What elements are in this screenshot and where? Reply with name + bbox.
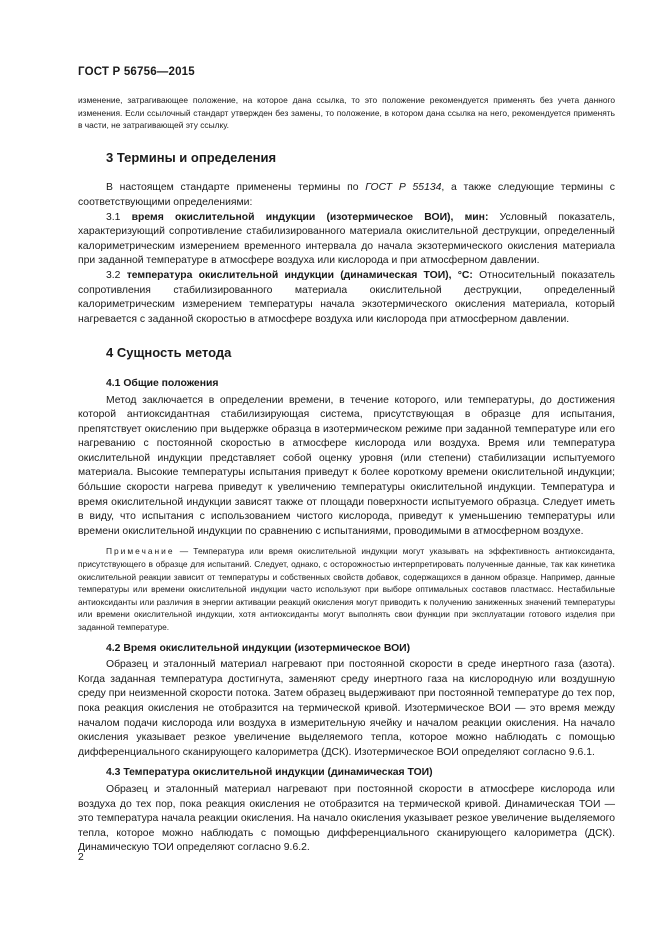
document-body [78,94,615,856]
term-3-2-title: температура окислительной индукции (динамическая ТОИ), °С: [126,269,473,281]
document-header: ГОСТ Р 56756—2015 [78,66,195,78]
intro-paragraph: изменение, затрагивающее положение, на которое дана ссылка, то это положение рекомендуется применять без учета данного изменения. Если ссылочный стандарт утвержден без замены, то положение, в котором дана ссылка на него, рекомендуется применять в части, не затрагивающей эту ссылку. [78,95,615,131]
note-label: Примечание [106,546,175,557]
subsection-4-1-title: 4.1 Общие положения [106,377,219,389]
term-3-1-definition: Условный показатель, характеризующий сопротивление стабилизированного материала окислительной деструкции, определенный калориметрическим измерением временного интервала до начала экзотермического окисления материала при заданной температуре в атмосфере воздуха или кислорода и при атмосферном давлении. [78,211,615,267]
note-paragraph [78,545,615,633]
term-3-1-number: 3.1 [106,211,132,223]
subsection-4-3-title: 4.3 Температура окислительной индукции (динамическая ТОИ) [106,767,433,779]
subsection-4-3-paragraph: Образец и эталонный материал нагревают при постоянной скорости в атмосфере кислорода или воздуха до тех пор, пока реакция окисления не отобразится на термической кривой. Динамическая ТОИ — это температура начала реакции окисления. На начало окисления указывает резкое увеличение выделяемого тепла, которое можно наблюдать с помощью дифференциального сканирующего калориметра (ДСК). Динамическую ТОИ определяют согласно 9.6.2. [78,783,615,854]
subsection-4-2-paragraph: Образец и эталонный материал нагревают при постоянной скорости в среде инертного газа (азота). Когда заданная температура достигнута, заменяют среду инертного газа на кислородную или воздушную среду при неизменной скорости потока. Затем образец выдерживают при постоянной температуре до тех пор, пока реакция окисления не отобразится на термической кривой. Изотермическое ВОИ — это время между началом подачи кислорода или воздуха в измерительную ячейку и началом реакции окисления. На начало окисления указывает резкое увеличение выделяемого тепла, которое можно наблюдать с помощью дифференциального сканирующего калориметра (ДСК). Изотермическое ВОИ определяют согласно 9.6.1. [78,659,615,758]
subsection-4-1-paragraph: Метод заключается в определении времени, в течение которого, или температуры, до достижения которой антиоксидантная стабилизирующая система, присутствующая в образце для испытания, препятствует окислению при выдержке образца в изотермическом режиме при заданной температуре или его нагреванию с постоянной скоростью в атмосфере кислорода или воздуха. Время или температура окислительной индукции представляет собой оценку уровня (или степени) стабилизации испытуемого материала. Высокие температуры испытания приведут к более короткому времени окислительной индукции; бо́льшие скорости нагрева приведут к увеличению температуры окислительной индукции. Температура и время окислительной индукции зависят также от площади поверхности испытуемого образца. Следует иметь в виду, что испытания с использованием чистого кислорода, приведут к уменьшению температуры или времени окислительной индукции по сравнению с испытаниями, проводимыми в атмосферном воздухе. [78,394,615,537]
term-3-1 [78,211,615,269]
standard-reference: ГОСТ Р 55134 [365,182,442,194]
section-4-title: 4 Сущность метода [106,345,232,361]
section-3-intro-text-a: В настоящем стандарте применены термины по [106,182,366,194]
term-3-2-definition: Относительный показатель сопротивления стабилизированного материала окислительной деструкции, определенный калориметрическим измерением температуры начала экзотермического окисления материала, который нагревается с заданной скоростью в атмосфере воздуха или кислорода при атмосферном давлении. [78,269,615,325]
section-3-intro-text-b: , а также следующие термины с соответствующими определениями: [78,182,615,208]
section-3-intro-paragraph [78,181,615,210]
section-3-title: 3 Термины и определения [106,149,277,165]
page-number: 2 [78,852,84,863]
subsection-4-2-title: 4.2 Время окислительной индукции (изотермическое ВОИ) [106,642,411,654]
term-3-2 [78,269,615,327]
note-text: — Температура или время окислительной индукции могут указывать на эффективность антиоксиданта, присутствующего в образце для испытаний. Следует, однако, с осторожностью интерпретировать полученные данные, так как кинетика окислительной реакции зависит от температуры и собственных свойств добавок, содержащихся в данном образце. Например, данные температуры или времени окислительной индукции часто используют при выборе оптимальных составов пластмасс. Нестабильные антиоксиданты или различия в энергии активации реакций окисления могут приводить к получению заниженных значений температуры или времени окислительной индукции, хотя антиоксиданты могут выполнять свои функции при эксплуатации готового изделия при заданной температуре. [78,546,615,632]
term-3-2-number: 3.2 [106,269,127,281]
term-3-1-title: время окислительной индукции (изотермическое ВОИ), мин: [131,211,489,223]
